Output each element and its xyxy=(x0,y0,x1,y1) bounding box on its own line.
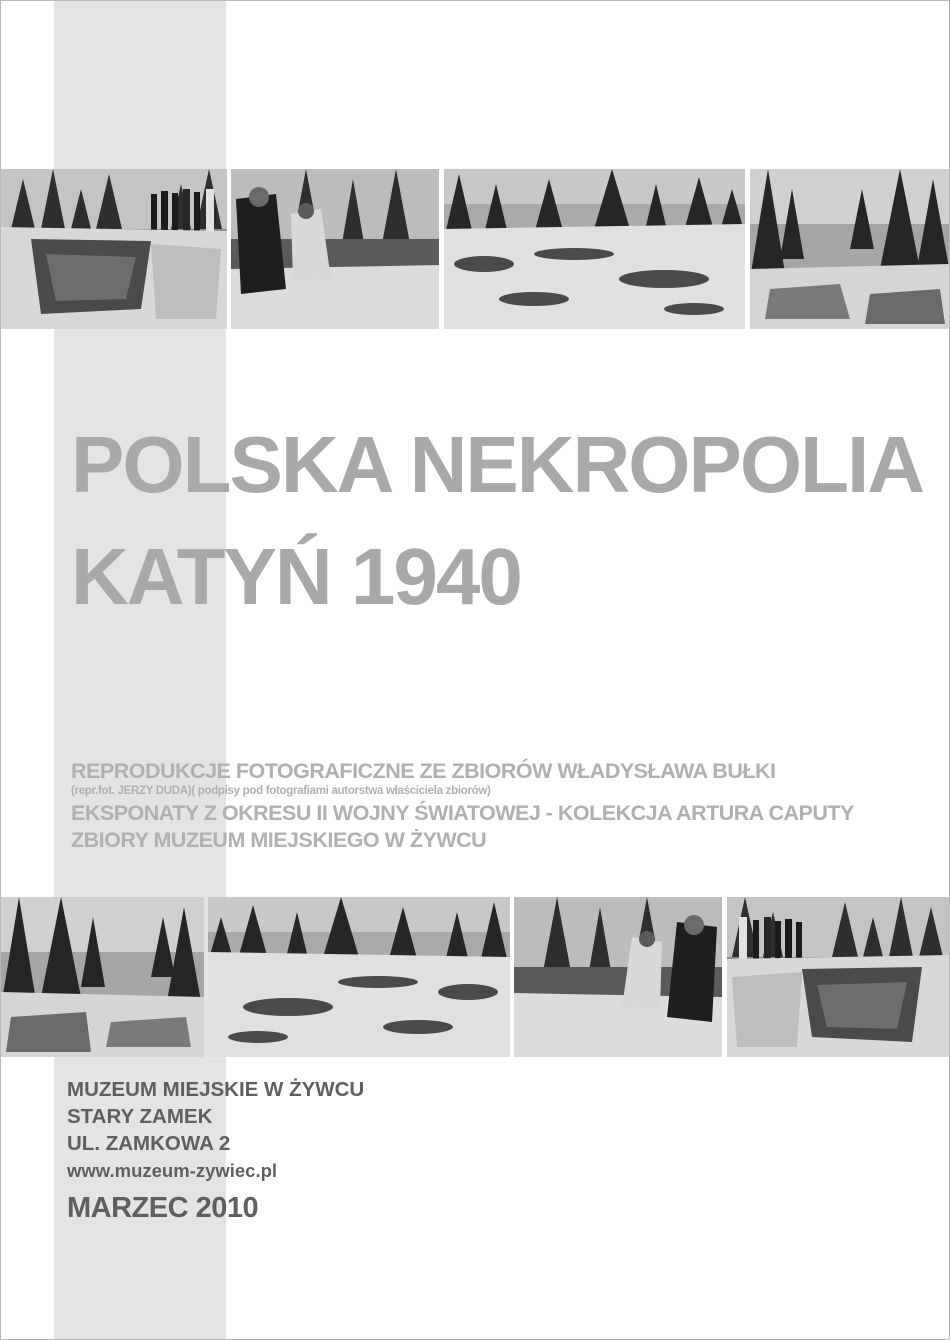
credits-line-museum-collections: ZBIORY MUZEUM MIEJSKIEGO W ŻYWCU xyxy=(71,828,487,852)
photo-kneeling-figures-2 xyxy=(514,897,722,1057)
credits-line-reproductions: REPRODUKCJE FOTOGRAFICZNE ZE ZBIORÓW WŁADYSŁAWA BUŁKI xyxy=(71,759,776,783)
credits-block xyxy=(71,758,931,854)
photo-grave-pit-with-onlookers-2 xyxy=(727,897,950,1057)
poster-title-line-2: KATYŃ 1940 xyxy=(71,532,521,621)
top-photo-strip xyxy=(1,169,950,329)
photo-grave-pit-with-onlookers xyxy=(1,169,227,329)
photo-snowy-forest-clearing-2 xyxy=(208,897,510,1057)
credits-line-exhibits: EKSPONATY Z OKRESU II WOJNY ŚWIATOWEJ - KOLEKCJA ARTURA CAPUTY xyxy=(71,801,854,825)
exhibition-date: MARZEC 2010 xyxy=(67,1192,259,1224)
address-block xyxy=(67,1076,364,1225)
photo-snowy-forest-clearing xyxy=(444,169,745,329)
website-link[interactable]: www.muzeum-zywiec.pl xyxy=(67,1160,278,1181)
photo-kneeling-figures xyxy=(231,169,439,329)
street-address: UL. ZAMKOWA 2 xyxy=(67,1132,231,1155)
building-name: STARY ZAMEK xyxy=(67,1105,213,1128)
bottom-photo-strip xyxy=(1,897,950,1057)
photo-forest-edge-2 xyxy=(1,897,204,1057)
museum-name: MUZEUM MIEJSKIE W ŻYWCU xyxy=(67,1078,365,1101)
photo-forest-edge xyxy=(750,169,950,329)
poster-title-line-1: POLSKA NEKROPOLIA xyxy=(71,420,923,509)
credits-photo-note: (repr.fot. JERZY DUDA)( podpisy pod fotografiami autorstwa właściciela zbiorów) xyxy=(71,785,491,797)
